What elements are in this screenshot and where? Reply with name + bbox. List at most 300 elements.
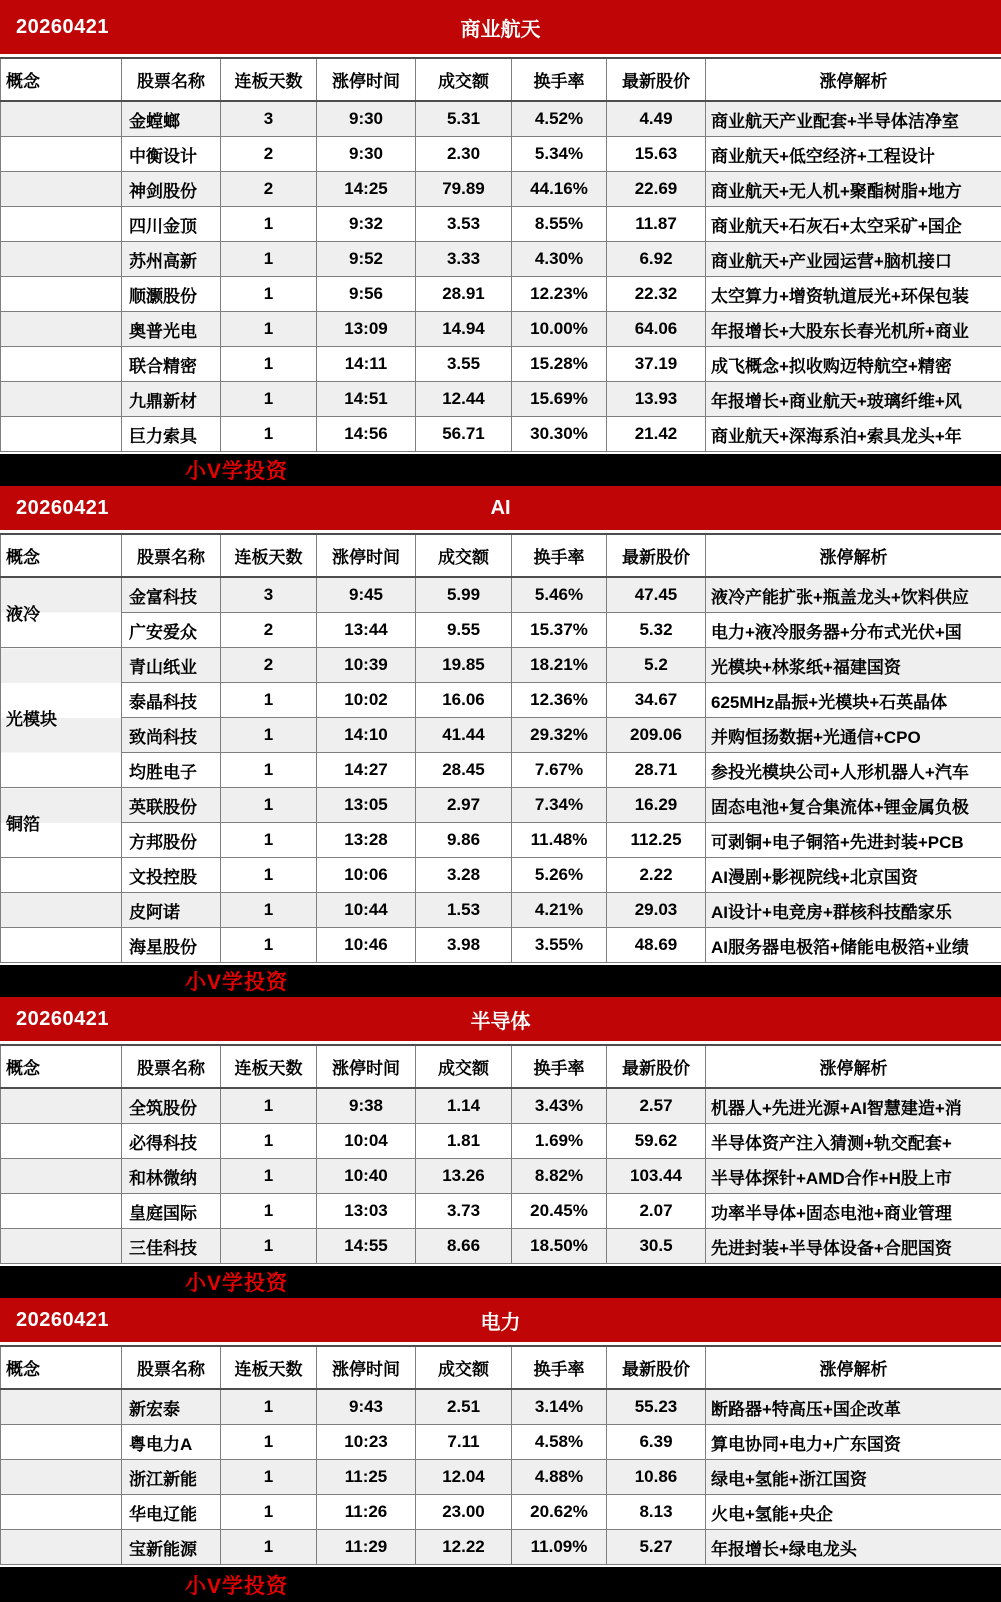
turnover-rate-cell: 3.14%: [512, 1389, 607, 1425]
latest-price-cell: 37.19: [607, 347, 706, 382]
stock-name-cell: 九鼎新材: [122, 382, 221, 417]
turnover-rate-cell: 44.16%: [512, 172, 607, 207]
limit-up-analysis-cell: AI漫剧+影视院线+北京国资: [706, 858, 1001, 893]
concept-section: [0, 486, 1001, 997]
footer-bar: [0, 1567, 1001, 1602]
stock-name-cell: 和林微纳: [122, 1159, 221, 1194]
turnover-rate-cell: 4.52%: [512, 101, 607, 137]
column-header: 涨停解析: [706, 1045, 1001, 1088]
turnover-amount-cell: 9.86: [416, 823, 512, 858]
limit-up-time-cell: 14:11: [317, 347, 416, 382]
stock-row: [1, 1124, 1001, 1159]
board-days-cell: 1: [221, 823, 317, 858]
stock-name-cell: 必得科技: [122, 1124, 221, 1159]
latest-price-cell: 209.06: [607, 718, 706, 753]
board-days-cell: 1: [221, 277, 317, 312]
column-header: 换手率: [512, 534, 607, 577]
concept-cell: [1, 1229, 122, 1264]
limit-up-analysis-cell: 先进封装+半导体设备+合肥国资: [706, 1229, 1001, 1264]
latest-price-cell: 28.71: [607, 753, 706, 788]
stocks-table: [0, 533, 1001, 963]
latest-price-cell: 55.23: [607, 1389, 706, 1425]
footer-brand-label: 小V学投资: [185, 1570, 288, 1600]
limit-up-analysis-cell: 商业航天+无人机+聚酯树脂+地方: [706, 172, 1001, 207]
concept-cell: 液冷: [1, 577, 122, 648]
concept-cell: [1, 1460, 122, 1495]
stocks-table: [0, 57, 1001, 452]
concept-cell: 铜箔: [1, 788, 122, 858]
board-days-cell: 1: [221, 312, 317, 347]
concept-cell: [1, 1124, 122, 1159]
column-header: 概念: [1, 534, 122, 577]
stock-name-cell: 金螳螂: [122, 101, 221, 137]
limit-up-analysis-cell: 半导体探针+AMD合作+H股上市: [706, 1159, 1001, 1194]
turnover-amount-cell: 3.55: [416, 347, 512, 382]
turnover-amount-cell: 13.26: [416, 1159, 512, 1194]
turnover-amount-cell: 1.53: [416, 893, 512, 928]
section-title: AI: [491, 497, 511, 520]
limit-up-time-cell: 14:25: [317, 172, 416, 207]
section-title: 商业航天: [461, 13, 541, 42]
stock-name-cell: 皇庭国际: [122, 1194, 221, 1229]
limit-up-analysis-cell: 商业航天产业配套+半导体洁净室: [706, 101, 1001, 137]
board-days-cell: 1: [221, 1159, 317, 1194]
limit-up-analysis-cell: 光模块+林浆纸+福建国资: [706, 648, 1001, 683]
concept-cell: [1, 207, 122, 242]
stock-row: [1, 1389, 1001, 1425]
concept-cell: [1, 1425, 122, 1460]
stock-name-cell: 巨力索具: [122, 417, 221, 452]
column-header: 最新股价: [607, 58, 706, 101]
stock-name-cell: 顺灏股份: [122, 277, 221, 312]
concept-cell: [1, 1159, 122, 1194]
latest-price-cell: 6.92: [607, 242, 706, 277]
latest-price-cell: 103.44: [607, 1159, 706, 1194]
turnover-amount-cell: 14.94: [416, 312, 512, 347]
stock-row: [1, 207, 1001, 242]
column-header: 涨停时间: [317, 534, 416, 577]
turnover-amount-cell: 5.99: [416, 577, 512, 613]
latest-price-cell: 22.69: [607, 172, 706, 207]
limit-up-analysis-cell: 固态电池+复合集流体+锂金属负极: [706, 788, 1001, 823]
stock-row: [1, 137, 1001, 172]
limit-up-analysis-cell: 火电+氢能+央企: [706, 1495, 1001, 1530]
board-days-cell: 1: [221, 1124, 317, 1159]
column-header: 换手率: [512, 1045, 607, 1088]
stock-row: [1, 1088, 1001, 1124]
limit-up-time-cell: 9:32: [317, 207, 416, 242]
board-days-cell: 2: [221, 172, 317, 207]
board-days-cell: 1: [221, 718, 317, 753]
table-header-row: [1, 58, 1001, 101]
concept-cell: [1, 928, 122, 963]
stock-row: [1, 101, 1001, 137]
column-header: 概念: [1, 1346, 122, 1389]
board-days-cell: 1: [221, 242, 317, 277]
turnover-rate-cell: 15.69%: [512, 382, 607, 417]
stock-row: [1, 1495, 1001, 1530]
limit-up-time-cell: 10:46: [317, 928, 416, 963]
limit-up-analysis-cell: 商业航天+深海系泊+索具龙头+年: [706, 417, 1001, 452]
limit-up-time-cell: 14:55: [317, 1229, 416, 1264]
board-days-cell: 1: [221, 1460, 317, 1495]
turnover-amount-cell: 79.89: [416, 172, 512, 207]
turnover-rate-cell: 8.82%: [512, 1159, 607, 1194]
turnover-amount-cell: 3.33: [416, 242, 512, 277]
limit-up-time-cell: 9:52: [317, 242, 416, 277]
turnover-amount-cell: 41.44: [416, 718, 512, 753]
column-header: 最新股价: [607, 1346, 706, 1389]
limit-up-analysis-cell: 太空算力+增资轨道辰光+环保包装: [706, 277, 1001, 312]
concept-cell: [1, 1088, 122, 1124]
turnover-rate-cell: 3.55%: [512, 928, 607, 963]
limit-up-analysis-cell: 算电协同+电力+广东国资: [706, 1425, 1001, 1460]
board-days-cell: 1: [221, 417, 317, 452]
board-days-cell: 1: [221, 683, 317, 718]
stock-row: [1, 312, 1001, 347]
latest-price-cell: 2.57: [607, 1088, 706, 1124]
turnover-rate-cell: 30.30%: [512, 417, 607, 452]
column-header: 涨停时间: [317, 58, 416, 101]
turnover-rate-cell: 20.45%: [512, 1194, 607, 1229]
column-header: 股票名称: [122, 534, 221, 577]
limit-up-time-cell: 11:26: [317, 1495, 416, 1530]
board-days-cell: 2: [221, 137, 317, 172]
board-days-cell: 3: [221, 101, 317, 137]
column-header: 涨停解析: [706, 534, 1001, 577]
column-header: 连板天数: [221, 58, 317, 101]
stock-row: [1, 1460, 1001, 1495]
limit-up-time-cell: 9:43: [317, 1389, 416, 1425]
footer-bar: [0, 454, 1001, 486]
turnover-rate-cell: 4.58%: [512, 1425, 607, 1460]
concept-cell: [1, 1495, 122, 1530]
limit-up-time-cell: 10:44: [317, 893, 416, 928]
latest-price-cell: 30.5: [607, 1229, 706, 1264]
stock-row: [1, 753, 1001, 788]
concept-cell: [1, 1194, 122, 1229]
latest-price-cell: 11.87: [607, 207, 706, 242]
column-header: 成交额: [416, 1346, 512, 1389]
stock-name-cell: 英联股份: [122, 788, 221, 823]
concept-cell: [1, 893, 122, 928]
concept-cell: [1, 137, 122, 172]
stock-name-cell: 中衡设计: [122, 137, 221, 172]
limit-up-analysis-cell: 年报增长+绿电龙头: [706, 1530, 1001, 1565]
column-header: 成交额: [416, 58, 512, 101]
latest-price-cell: 15.63: [607, 137, 706, 172]
latest-price-cell: 29.03: [607, 893, 706, 928]
turnover-amount-cell: 19.85: [416, 648, 512, 683]
section-date: 20260421: [16, 16, 109, 39]
limit-up-analysis-cell: 绿电+氢能+浙江国资: [706, 1460, 1001, 1495]
section-date: 20260421: [16, 1309, 109, 1332]
stock-name-cell: 华电辽能: [122, 1495, 221, 1530]
latest-price-cell: 112.25: [607, 823, 706, 858]
table-header-row: [1, 1346, 1001, 1389]
latest-price-cell: 4.49: [607, 101, 706, 137]
stock-name-cell: 全筑股份: [122, 1088, 221, 1124]
limit-up-analysis-cell: 商业航天+产业园运营+脑机接口: [706, 242, 1001, 277]
stock-row: [1, 788, 1001, 823]
stock-name-cell: 三佳科技: [122, 1229, 221, 1264]
footer-bar: [0, 965, 1001, 997]
limit-up-analysis-cell: 机器人+先进光源+AI智慧建造+消: [706, 1088, 1001, 1124]
stock-name-cell: 文投控股: [122, 858, 221, 893]
concept-cell: [1, 1389, 122, 1425]
latest-price-cell: 22.32: [607, 277, 706, 312]
concept-cell: [1, 277, 122, 312]
section-header-bar: [0, 1298, 1001, 1342]
concept-section: [0, 997, 1001, 1298]
limit-up-analysis-cell: 断路器+特高压+国企改革: [706, 1389, 1001, 1425]
limit-up-time-cell: 13:09: [317, 312, 416, 347]
stock-name-cell: 均胜电子: [122, 753, 221, 788]
latest-price-cell: 48.69: [607, 928, 706, 963]
board-days-cell: 1: [221, 1389, 317, 1425]
limit-up-time-cell: 10:06: [317, 858, 416, 893]
board-days-cell: 1: [221, 788, 317, 823]
turnover-amount-cell: 1.14: [416, 1088, 512, 1124]
stock-row: [1, 718, 1001, 753]
latest-price-cell: 2.07: [607, 1194, 706, 1229]
stock-name-cell: 海星股份: [122, 928, 221, 963]
board-days-cell: 1: [221, 347, 317, 382]
board-days-cell: 1: [221, 1425, 317, 1460]
stock-row: [1, 1530, 1001, 1565]
limit-up-time-cell: 13:05: [317, 788, 416, 823]
column-header: 股票名称: [122, 1045, 221, 1088]
concept-section: [0, 1298, 1001, 1602]
limit-up-analysis-cell: 半导体资产注入猜测+轨交配套+: [706, 1124, 1001, 1159]
latest-price-cell: 10.86: [607, 1460, 706, 1495]
board-days-cell: 1: [221, 893, 317, 928]
turnover-amount-cell: 1.81: [416, 1124, 512, 1159]
limit-up-time-cell: 9:38: [317, 1088, 416, 1124]
footer-brand-label: 小V学投资: [185, 966, 288, 996]
board-days-cell: 1: [221, 1229, 317, 1264]
limit-up-time-cell: 9:56: [317, 277, 416, 312]
latest-price-cell: 5.27: [607, 1530, 706, 1565]
limit-up-time-cell: 11:25: [317, 1460, 416, 1495]
section-title: 电力: [481, 1306, 521, 1335]
concept-cell: [1, 858, 122, 893]
stock-name-cell: 金富科技: [122, 577, 221, 613]
stock-row: [1, 823, 1001, 858]
board-days-cell: 1: [221, 382, 317, 417]
latest-price-cell: 64.06: [607, 312, 706, 347]
turnover-amount-cell: 2.30: [416, 137, 512, 172]
turnover-amount-cell: 3.53: [416, 207, 512, 242]
column-header: 概念: [1, 58, 122, 101]
board-days-cell: 1: [221, 1194, 317, 1229]
concept-section: [0, 0, 1001, 486]
concept-cell: [1, 347, 122, 382]
turnover-amount-cell: 12.44: [416, 382, 512, 417]
latest-price-cell: 59.62: [607, 1124, 706, 1159]
column-header: 换手率: [512, 58, 607, 101]
limit-up-time-cell: 13:28: [317, 823, 416, 858]
turnover-rate-cell: 20.62%: [512, 1495, 607, 1530]
column-header: 连板天数: [221, 534, 317, 577]
stock-row: [1, 382, 1001, 417]
section-date: 20260421: [16, 1008, 109, 1031]
latest-price-cell: 21.42: [607, 417, 706, 452]
board-days-cell: 1: [221, 207, 317, 242]
stock-row: [1, 417, 1001, 452]
turnover-rate-cell: 4.30%: [512, 242, 607, 277]
stock-row: [1, 242, 1001, 277]
turnover-amount-cell: 3.28: [416, 858, 512, 893]
turnover-amount-cell: 56.71: [416, 417, 512, 452]
turnover-rate-cell: 15.28%: [512, 347, 607, 382]
limit-up-time-cell: 13:44: [317, 613, 416, 648]
latest-price-cell: 6.39: [607, 1425, 706, 1460]
footer-bar: [0, 1266, 1001, 1298]
limit-up-time-cell: 10:39: [317, 648, 416, 683]
turnover-amount-cell: 8.66: [416, 1229, 512, 1264]
concept-cell: [1, 417, 122, 452]
limit-up-analysis-cell: 可剥铜+电子铜箔+先进封装+PCB: [706, 823, 1001, 858]
limit-up-time-cell: 11:29: [317, 1530, 416, 1565]
turnover-rate-cell: 18.21%: [512, 648, 607, 683]
footer-brand-label: 小V学投资: [185, 1267, 288, 1297]
stock-name-cell: 致尚科技: [122, 718, 221, 753]
turnover-amount-cell: 28.91: [416, 277, 512, 312]
turnover-rate-cell: 18.50%: [512, 1229, 607, 1264]
turnover-amount-cell: 7.11: [416, 1425, 512, 1460]
limit-up-analysis-cell: 并购恒扬数据+光通信+CPO: [706, 718, 1001, 753]
stock-row: [1, 577, 1001, 613]
limit-up-time-cell: 9:45: [317, 577, 416, 613]
board-days-cell: 1: [221, 1530, 317, 1565]
stock-row: [1, 928, 1001, 963]
stock-row: [1, 347, 1001, 382]
stock-name-cell: 新宏泰: [122, 1389, 221, 1425]
section-title: 半导体: [471, 1005, 531, 1034]
stock-name-cell: 奥普光电: [122, 312, 221, 347]
turnover-amount-cell: 12.22: [416, 1530, 512, 1565]
section-header-bar: [0, 0, 1001, 54]
limit-up-time-cell: 10:04: [317, 1124, 416, 1159]
stock-name-cell: 浙江新能: [122, 1460, 221, 1495]
latest-price-cell: 8.13: [607, 1495, 706, 1530]
turnover-amount-cell: 3.98: [416, 928, 512, 963]
board-days-cell: 2: [221, 613, 317, 648]
turnover-rate-cell: 4.88%: [512, 1460, 607, 1495]
turnover-rate-cell: 11.09%: [512, 1530, 607, 1565]
limit-up-analysis-cell: 功率半导体+固态电池+商业管理: [706, 1194, 1001, 1229]
turnover-rate-cell: 3.43%: [512, 1088, 607, 1124]
latest-price-cell: 16.29: [607, 788, 706, 823]
turnover-rate-cell: 7.34%: [512, 788, 607, 823]
concept-cell: [1, 242, 122, 277]
stock-row: [1, 172, 1001, 207]
board-days-cell: 1: [221, 928, 317, 963]
column-header: 涨停解析: [706, 1346, 1001, 1389]
turnover-amount-cell: 16.06: [416, 683, 512, 718]
limit-up-time-cell: 14:27: [317, 753, 416, 788]
limit-up-analysis-cell: 625MHz晶振+光模块+石英晶体: [706, 683, 1001, 718]
table-header-row: [1, 534, 1001, 577]
latest-price-cell: 2.22: [607, 858, 706, 893]
stock-row: [1, 648, 1001, 683]
turnover-rate-cell: 1.69%: [512, 1124, 607, 1159]
stock-name-cell: 苏州高新: [122, 242, 221, 277]
stock-name-cell: 广安爱众: [122, 613, 221, 648]
turnover-rate-cell: 5.34%: [512, 137, 607, 172]
stocks-table: [0, 1044, 1001, 1264]
stock-name-cell: 青山纸业: [122, 648, 221, 683]
stock-name-cell: 神剑股份: [122, 172, 221, 207]
stock-name-cell: 粤电力A: [122, 1425, 221, 1460]
limit-up-time-cell: 14:51: [317, 382, 416, 417]
stocks-table: [0, 1345, 1001, 1565]
turnover-rate-cell: 29.32%: [512, 718, 607, 753]
stock-name-cell: 联合精密: [122, 347, 221, 382]
stock-name-cell: 泰晶科技: [122, 683, 221, 718]
stock-row: [1, 683, 1001, 718]
turnover-rate-cell: 15.37%: [512, 613, 607, 648]
column-header: 成交额: [416, 1045, 512, 1088]
turnover-amount-cell: 2.51: [416, 1389, 512, 1425]
column-header: 概念: [1, 1045, 122, 1088]
column-header: 股票名称: [122, 58, 221, 101]
turnover-rate-cell: 7.67%: [512, 753, 607, 788]
limit-up-time-cell: 14:10: [317, 718, 416, 753]
column-header: 最新股价: [607, 534, 706, 577]
concept-cell: [1, 101, 122, 137]
limit-up-analysis-cell: AI设计+电竞房+群核科技酷家乐: [706, 893, 1001, 928]
turnover-rate-cell: 12.36%: [512, 683, 607, 718]
stock-row: [1, 858, 1001, 893]
latest-price-cell: 5.2: [607, 648, 706, 683]
turnover-rate-cell: 11.48%: [512, 823, 607, 858]
stock-row: [1, 1425, 1001, 1460]
column-header: 换手率: [512, 1346, 607, 1389]
limit-up-time-cell: 14:56: [317, 417, 416, 452]
turnover-amount-cell: 28.45: [416, 753, 512, 788]
limit-up-time-cell: 10:02: [317, 683, 416, 718]
limit-up-analysis-cell: 年报增长+大股东长春光机所+商业: [706, 312, 1001, 347]
board-days-cell: 1: [221, 1088, 317, 1124]
stock-row: [1, 893, 1001, 928]
limit-up-analysis-cell: 商业航天+石灰石+太空采矿+国企: [706, 207, 1001, 242]
limit-up-analysis-cell: 成飞概念+拟收购迈特航空+精密: [706, 347, 1001, 382]
latest-price-cell: 13.93: [607, 382, 706, 417]
concept-cell: [1, 382, 122, 417]
turnover-rate-cell: 10.00%: [512, 312, 607, 347]
turnover-amount-cell: 2.97: [416, 788, 512, 823]
concept-cell: [1, 172, 122, 207]
turnover-amount-cell: 5.31: [416, 101, 512, 137]
limit-up-analysis-cell: 年报增长+商业航天+玻璃纤维+风: [706, 382, 1001, 417]
section-header-bar: [0, 486, 1001, 530]
board-days-cell: 3: [221, 577, 317, 613]
limit-up-analysis-cell: 电力+液冷服务器+分布式光伏+国: [706, 613, 1001, 648]
section-header-bar: [0, 997, 1001, 1041]
column-header: 连板天数: [221, 1346, 317, 1389]
limit-up-time-cell: 9:30: [317, 101, 416, 137]
turnover-rate-cell: 5.26%: [512, 858, 607, 893]
concept-cell: [1, 1530, 122, 1565]
footer-brand-label: 小V学投资: [185, 455, 288, 485]
limit-up-analysis-cell: 参投光模块公司+人形机器人+汽车: [706, 753, 1001, 788]
table-header-row: [1, 1045, 1001, 1088]
stock-name-cell: 宝新能源: [122, 1530, 221, 1565]
limit-up-analysis-cell: 商业航天+低空经济+工程设计: [706, 137, 1001, 172]
column-header: 成交额: [416, 534, 512, 577]
